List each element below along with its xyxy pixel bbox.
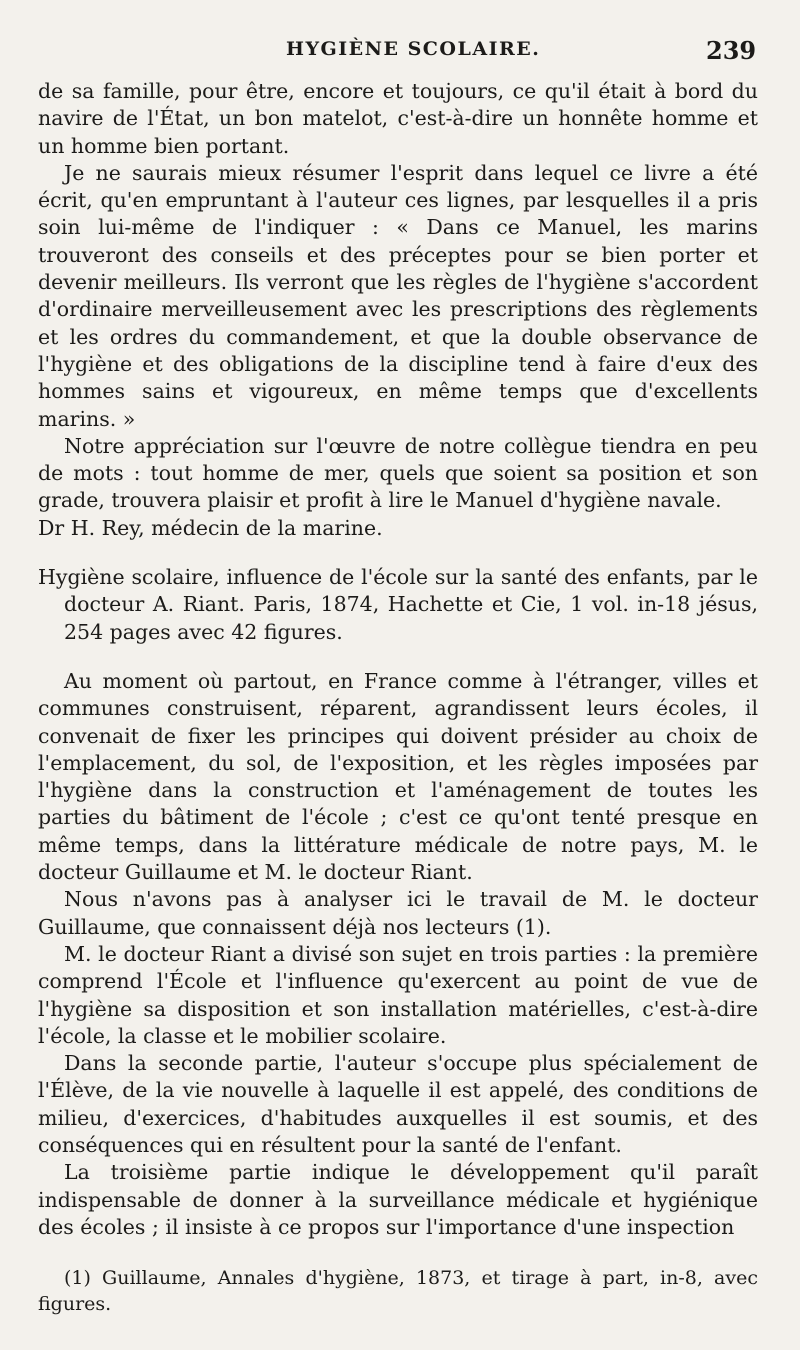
footnote-text: (1) Guillaume, Annales d'hygiène, 1873, et tirage à part, in-8, avec figures. <box>38 1267 758 1315</box>
footnote <box>38 1265 758 1317</box>
paragraph-4: Au moment où partout, en France comme à l'étranger, villes et communes construisent, réparent, agrandissent leurs écoles, il convenait de fixer les principes qui doivent présider au choix de l'emplacement, du sol, de l'exposition, et les règles imposées par l'hygiène dans la construction et l'aménagement de toutes les parties du bâtiment de l'école ; c'est ce qu'ont tenté presque en même temps, dans la littérature médicale de notre pays, M. le docteur Guillaume et M. le docteur Riant. <box>38 668 758 885</box>
signature: Dr H. Rey, médecin de la marine. <box>38 515 383 540</box>
review-reference: Hygiène scolaire, influence de l'école sur la santé des enfants, par le docteur A. Riant. Paris, 1874, Hachette et Cie, 1 vol. in-18 jésus, 254 pages avec 42 figures. <box>38 565 758 644</box>
paragraph-7: Dans la seconde partie, l'auteur s'occupe plus spécialement de l'Élève, de la vie nouvelle à laquelle il est appelé, des conditions de milieu, d'exercices, d'habitudes auxquelles il est soumis, et des conséquences qui en résultent pour la santé de l'enfant. <box>38 1051 758 1157</box>
paragraph-3: Notre appréciation sur l'œuvre de notre collègue tiendra en peu de mots : tout homme de mer, quels que soient sa position et son grade, trouvera plaisir et profit à lire le Manuel d'hygiène navale. <box>38 433 758 513</box>
body-text <box>38 78 758 1241</box>
section-gap <box>38 646 758 668</box>
paragraph-2: Je ne saurais mieux résumer l'esprit dans lequel ce livre a été écrit, qu'en empruntant à l'auteur ces lignes, par lesquelles il a pris soin lui-même de l'indiquer : « Dans ce Manuel, les marins trouveront des conseils et des préceptes pour se bien porter et devenir meilleurs. Ils verront que les règles de l'hygiène s'accordent d'ordinaire merveilleusement avec les prescriptions des règlements et les ordres du commandement, et que la double observance de l'hygiène et des obligations de la discipline tend à faire d'eux des hommes sains et vigoureux, en même temps que d'excellents marins. » <box>38 160 758 431</box>
page-header <box>0 38 800 78</box>
section-gap <box>38 542 758 564</box>
paragraph-1: de sa famille, pour être, encore et toujours, ce qu'il était à bord du navire de l'État, un bon matelot, c'est-à-dire un honnête homme et un homme bien portant. <box>38 79 758 158</box>
running-head: HYGIÈNE SCOLAIRE. <box>286 38 541 60</box>
paragraph-5: Nous n'avons pas à analyser ici le travail de M. le docteur Guillaume, que connaissent déjà nos lecteurs (1). <box>38 887 758 939</box>
paragraph-8: La troisième partie indique le développement qu'il paraît indispensable de donner à la surveillance médicale et hygiénique des écoles ; il insiste à ce propos sur l'importance d'une inspection <box>38 1160 758 1239</box>
page-number: 239 <box>706 36 757 65</box>
paragraph-6: M. le docteur Riant a divisé son sujet en trois parties : la première comprend l'École et l'influence qu'exercent au point de vue de l'hygiène sa disposition et son installation matérielles, c'est-à-dire l'école, la classe et le mobilier scolaire. <box>38 941 758 1048</box>
